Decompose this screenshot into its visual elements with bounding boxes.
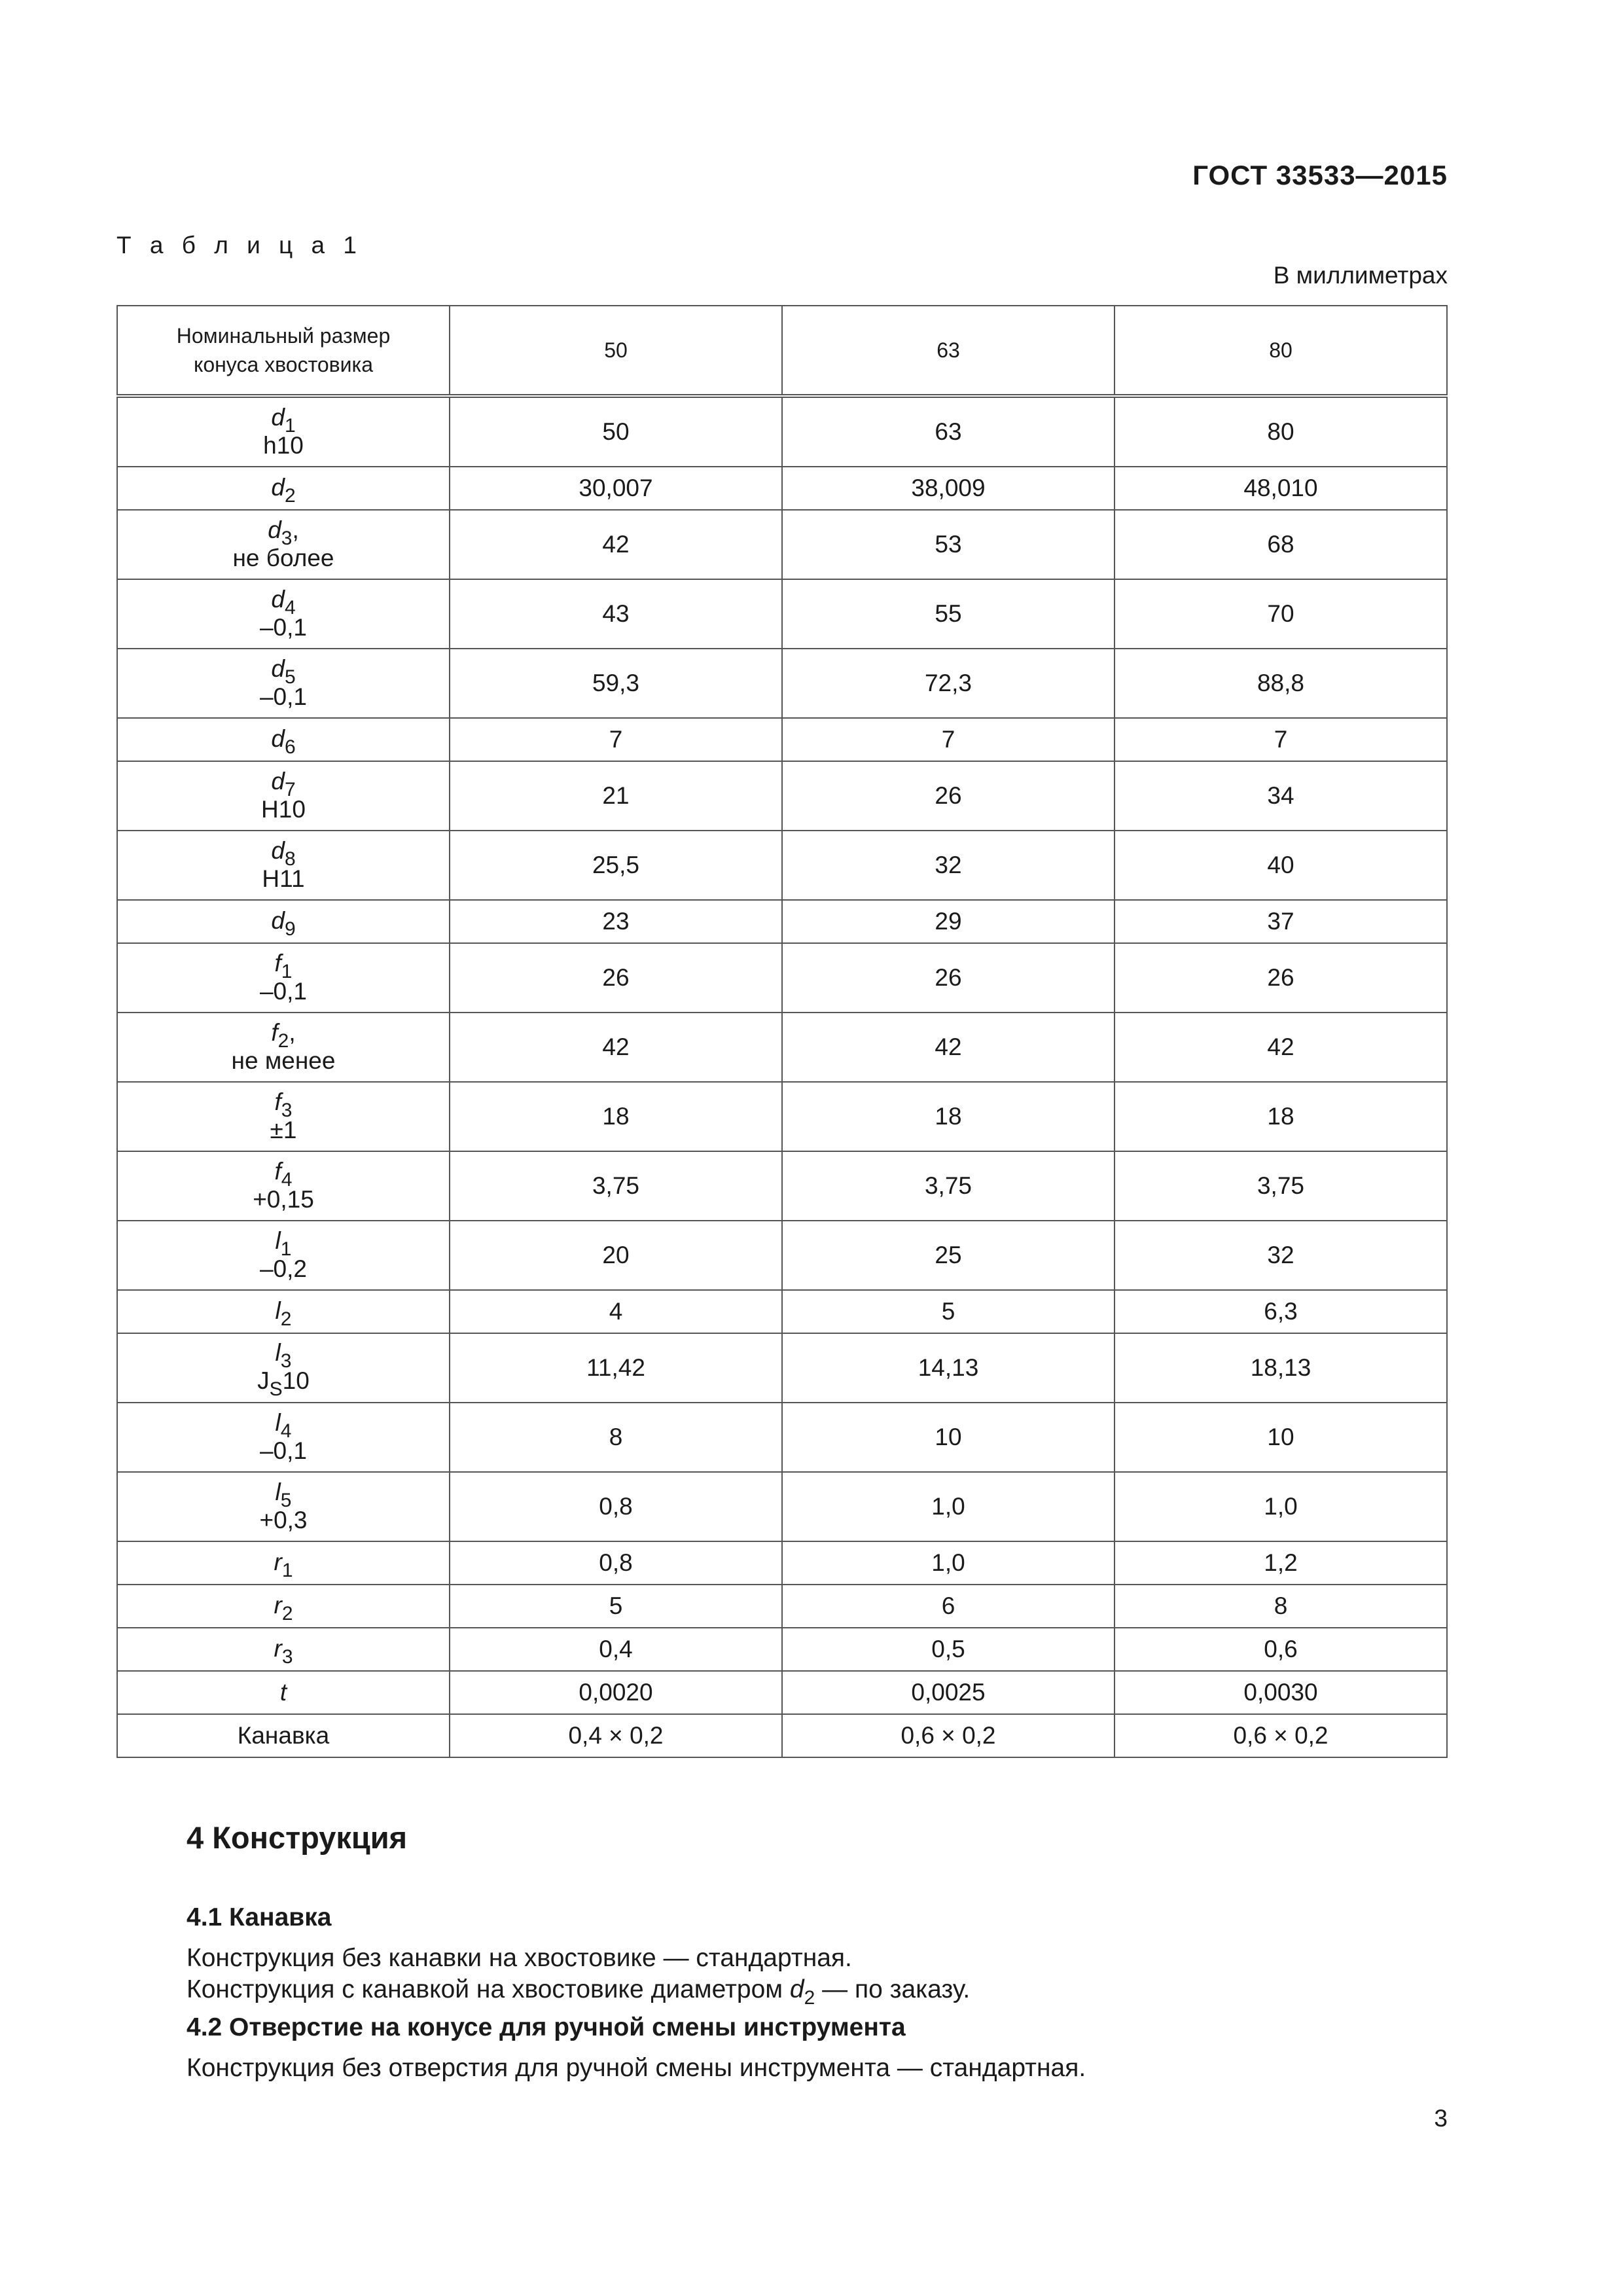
value-cell: 5 [450, 1585, 782, 1628]
value-cell: 0,0020 [450, 1671, 782, 1714]
header-size-cell: 50 [450, 306, 782, 396]
table-row [117, 396, 1447, 467]
parameter-symbol-line [261, 768, 306, 800]
parameter-symbol: r [274, 1592, 282, 1619]
parameter-cell [117, 1013, 450, 1082]
parameter-symbol: l [275, 1409, 281, 1436]
parameter-tolerance [270, 1117, 297, 1143]
value-cell: 0,4 × 0,2 [450, 1714, 782, 1757]
parameter-tolerance [262, 866, 304, 892]
paragraph-text: — по заказу. [815, 1975, 971, 2003]
parameter-symbol-line [232, 1019, 336, 1052]
table-row [117, 467, 1447, 510]
value-cell: 42 [782, 1013, 1115, 1082]
value-cell: 40 [1115, 831, 1447, 900]
parameter-label [271, 474, 296, 507]
parameter-tolerance [261, 797, 306, 823]
parameter-subscript: 2 [281, 1603, 293, 1624]
parameter-label [260, 1228, 307, 1282]
parameter-label [280, 1679, 287, 1706]
parameter-symbol-line [259, 1479, 307, 1511]
value-cell: 25,5 [450, 831, 782, 900]
parameter-label [271, 725, 296, 758]
value-cell: 25 [782, 1221, 1115, 1290]
parameter-tolerance [257, 1367, 310, 1400]
paragraph-text: Конструкция с канавкой на хвостовике диаметром [187, 1975, 790, 2003]
value-cell: 0,8 [450, 1472, 782, 1541]
parameter-tolerance [260, 684, 307, 710]
parameter-subscript: 3 [281, 528, 293, 549]
tolerance-text: H11 [262, 865, 305, 892]
value-cell: 7 [450, 718, 782, 761]
value-cell: 26 [1115, 943, 1447, 1013]
parameter-subscript: 2 [277, 1030, 289, 1052]
parameter-label [253, 1158, 314, 1213]
value-cell: 1,0 [782, 1472, 1115, 1541]
value-cell: 21 [450, 761, 782, 831]
parameter-symbol: d [271, 655, 285, 682]
value-cell: 48,010 [1115, 467, 1447, 510]
table-row [117, 761, 1447, 831]
parameter-cell [117, 1628, 450, 1671]
value-cell: 30,007 [450, 467, 782, 510]
table-row [117, 510, 1447, 579]
value-cell: 18 [450, 1082, 782, 1151]
standard-header: ГОСТ 33533—2015 [1192, 160, 1448, 190]
table-caption: Т а б л и ц а 1 [116, 232, 363, 259]
parameter-symbol-line [271, 907, 296, 940]
tolerance-text: h10 [263, 432, 304, 459]
value-cell: 55 [782, 579, 1115, 649]
parameter-subscript: 8 [284, 848, 296, 870]
parameter-tolerance [260, 615, 307, 641]
parameter-symbol: l [275, 1297, 281, 1324]
parameter-tolerance [253, 1187, 314, 1213]
parameter-symbol: t [279, 1679, 287, 1706]
value-cell: 88,8 [1115, 649, 1447, 718]
value-cell: 7 [1115, 718, 1447, 761]
value-cell: 0,0030 [1115, 1671, 1447, 1714]
table-row [117, 1333, 1447, 1403]
section-4-1-title: 4.1 Канавка [187, 1903, 332, 1931]
parameter-symbol: d [271, 474, 285, 501]
value-cell: 34 [1115, 761, 1447, 831]
value-cell: 10 [1115, 1403, 1447, 1472]
parameter-symbol-line [280, 1679, 287, 1706]
parameter-subscript: 1 [281, 1560, 293, 1581]
parameter-cell [117, 1221, 450, 1290]
parameter-symbol: l [275, 1227, 281, 1254]
paragraph-symbol-sub: 2 [804, 1987, 815, 2009]
parameter-subscript: 3 [281, 1100, 293, 1121]
spec-table [116, 305, 1448, 1758]
parameter-symbol: d [271, 768, 285, 795]
section-4-2-paragraph-1: Конструкция без отверстия для ручной смены инструмента — стандартная. [187, 2054, 1086, 2082]
parameter-label [275, 1297, 292, 1330]
parameter-symbol: d [271, 404, 285, 431]
parameter-subscript: 3 [280, 1350, 292, 1372]
parameter-cell [117, 900, 450, 943]
tolerance-text: –0,1 [259, 1437, 307, 1464]
parameter-symbol-line [274, 1592, 293, 1624]
table-body [117, 396, 1447, 1757]
parameter-symbol-line [260, 655, 307, 688]
value-cell: 0,0025 [782, 1671, 1115, 1714]
value-cell: 68 [1115, 510, 1447, 579]
table-row [117, 1628, 1447, 1671]
value-cell: 3,75 [450, 1151, 782, 1221]
tolerance-text: ±1 [270, 1117, 297, 1143]
parameter-cell [117, 1333, 450, 1403]
value-cell: 18 [782, 1082, 1115, 1151]
value-cell: 29 [782, 900, 1115, 943]
value-cell: 32 [782, 831, 1115, 900]
tolerance-text: H10 [261, 796, 306, 823]
value-cell: 1,0 [1115, 1472, 1447, 1541]
parameter-symbol-line [270, 1088, 297, 1121]
table-row [117, 649, 1447, 718]
parameter-symbol-line [253, 1158, 314, 1191]
parameter-symbol-line [233, 516, 334, 549]
tolerance-subscript: S [269, 1378, 283, 1400]
header-size-cell: 80 [1115, 306, 1447, 396]
parameter-subscript: 2 [280, 1308, 292, 1330]
value-cell: 0,4 [450, 1628, 782, 1671]
parameter-cell [117, 718, 450, 761]
parameter-cell [117, 761, 450, 831]
parameter-label [260, 586, 307, 641]
value-cell: 5 [782, 1290, 1115, 1333]
value-cell: 72,3 [782, 649, 1115, 718]
parameter-symbol: r [274, 1635, 282, 1662]
table-row [117, 1082, 1447, 1151]
table-row [117, 718, 1447, 761]
value-cell: 42 [450, 1013, 782, 1082]
parameter-cell [117, 1541, 450, 1585]
parameter-symbol-line [271, 474, 296, 507]
table-header-row [117, 306, 1447, 396]
value-cell: 11,42 [450, 1333, 782, 1403]
parameter-label [260, 656, 307, 710]
parameter-subscript: 4 [281, 1169, 293, 1191]
parameter-cell [117, 1671, 450, 1714]
table-row [117, 1290, 1447, 1333]
value-cell: 8 [450, 1403, 782, 1472]
tolerance-text: не менее [231, 1047, 336, 1074]
parameter-label [263, 404, 304, 459]
parameter-label [274, 1592, 293, 1624]
value-cell: 26 [782, 943, 1115, 1013]
parameter-tolerance [260, 978, 307, 1005]
parameter-symbol: f [274, 950, 281, 977]
parameter-cell [117, 649, 450, 718]
parameter-symbol: f [271, 1019, 278, 1046]
table-row [117, 1671, 1447, 1714]
value-cell: 4 [450, 1290, 782, 1333]
value-cell: 18 [1115, 1082, 1447, 1151]
parameter-label [259, 1479, 307, 1534]
value-cell: 10 [782, 1403, 1115, 1472]
table-row [117, 1585, 1447, 1628]
parameter-tolerance [260, 1438, 307, 1464]
parameter-label [274, 1549, 293, 1581]
tolerance-text: –0,1 [259, 683, 307, 710]
parameter-cell [117, 1403, 450, 1472]
parameter-label [238, 1723, 329, 1749]
value-cell: 0,5 [782, 1628, 1115, 1671]
parameter-tolerance [232, 1048, 336, 1074]
table-row [117, 1403, 1447, 1472]
parameter-label [262, 838, 304, 892]
parameter-label [270, 1089, 297, 1143]
table-row [117, 1714, 1447, 1757]
header-label-line: Номинальный размер [176, 324, 391, 348]
tolerance-text: –0,2 [259, 1255, 307, 1282]
value-cell: 53 [782, 510, 1115, 579]
value-cell: 3,75 [1115, 1151, 1447, 1221]
header-label-cell [117, 306, 450, 396]
parameter-cell [117, 943, 450, 1013]
page-number: 3 [1434, 2105, 1448, 2132]
parameter-symbol-line [274, 1549, 293, 1581]
parameter-symbol-line [260, 950, 307, 982]
parameter-symbol: l [275, 1479, 281, 1505]
table-row [117, 1151, 1447, 1221]
parameter-cell [117, 1290, 450, 1333]
parameter-symbol: l [275, 1339, 281, 1366]
parameter-cell [117, 1472, 450, 1541]
parameter-cell [117, 1585, 450, 1628]
parameter-label [233, 517, 334, 571]
table-units: В миллиметрах [1273, 262, 1448, 289]
parameter-label [261, 768, 306, 823]
parameter-cell [117, 510, 450, 579]
value-cell: 59,3 [450, 649, 782, 718]
value-cell: 6,3 [1115, 1290, 1447, 1333]
parameter-symbol: d [271, 907, 285, 934]
parameter-symbol: r [274, 1549, 282, 1575]
parameter-subscript: 5 [284, 666, 296, 688]
parameter-subscript: 1 [284, 415, 296, 437]
parameter-symbol-line [274, 1635, 293, 1668]
parameter-cell [117, 396, 450, 467]
parameter-subscript: 4 [284, 597, 296, 619]
tolerance-text: J [257, 1367, 270, 1394]
value-cell: 70 [1115, 579, 1447, 649]
table-row [117, 1472, 1447, 1541]
value-cell: 3,75 [782, 1151, 1115, 1221]
value-cell: 43 [450, 579, 782, 649]
tolerance-text: +0,3 [259, 1507, 308, 1534]
parameter-cell [117, 1151, 450, 1221]
parameter-subscript: 1 [280, 1238, 292, 1260]
parameter-symbol: d [271, 837, 285, 864]
parameter-symbol-line [275, 1297, 292, 1330]
value-cell: 0,6 × 0,2 [1115, 1714, 1447, 1757]
section-4-1-paragraph-2 [187, 1975, 971, 2009]
parameter-symbol: d [268, 516, 281, 543]
parameter-label [257, 1339, 310, 1400]
value-cell: 7 [782, 718, 1115, 761]
parameter-suffix: , [292, 516, 299, 543]
parameter-text: Канавка [237, 1722, 330, 1749]
parameter-symbol-line [257, 1339, 310, 1372]
parameter-subscript: 3 [281, 1646, 293, 1668]
tolerance-suffix: 10 [282, 1367, 310, 1394]
value-cell: 80 [1115, 396, 1447, 467]
table-row [117, 1541, 1447, 1585]
parameter-symbol-line [260, 1409, 307, 1442]
table-row [117, 943, 1447, 1013]
value-cell: 63 [782, 396, 1115, 467]
value-cell: 0,6 [1115, 1628, 1447, 1671]
header-label-line: конуса хвостовика [193, 353, 374, 376]
parameter-cell [117, 831, 450, 900]
parameter-symbol: f [274, 1088, 281, 1115]
value-cell: 6 [782, 1585, 1115, 1628]
parameter-label [232, 1020, 336, 1074]
value-cell: 23 [450, 900, 782, 943]
value-cell: 32 [1115, 1221, 1447, 1290]
parameter-subscript: 2 [284, 485, 296, 507]
section-4-1-paragraph-1: Конструкция без канавки на хвостовике — стандартная. [187, 1944, 852, 1972]
parameter-tolerance [260, 1256, 307, 1282]
parameter-tolerance [233, 545, 334, 571]
parameter-subscript: 5 [280, 1490, 292, 1511]
parameter-label [260, 950, 307, 1005]
parameter-symbol: d [271, 586, 285, 613]
table-row [117, 831, 1447, 900]
tolerance-text: не более [232, 545, 334, 571]
table-row [117, 1221, 1447, 1290]
value-cell: 42 [1115, 1013, 1447, 1082]
parameter-label [271, 907, 296, 940]
table-row [117, 900, 1447, 943]
parameter-tolerance [259, 1507, 307, 1534]
parameter-subscript: 6 [284, 736, 296, 758]
tolerance-text: –0,1 [259, 978, 307, 1005]
parameter-cell [117, 1714, 450, 1757]
parameter-symbol-line [263, 404, 304, 437]
parameter-subscript: 9 [284, 918, 296, 940]
parameter-subscript: 1 [281, 961, 293, 982]
value-cell: 20 [450, 1221, 782, 1290]
value-cell: 14,13 [782, 1333, 1115, 1403]
value-cell: 1,0 [782, 1541, 1115, 1585]
tolerance-text: –0,1 [259, 614, 307, 641]
header-size-cell: 63 [782, 306, 1115, 396]
parameter-label [260, 1410, 307, 1464]
section-4-title: 4 Конструкция [187, 1820, 408, 1855]
value-cell: 50 [450, 396, 782, 467]
value-cell: 38,009 [782, 467, 1115, 510]
table-row [117, 579, 1447, 649]
parameter-suffix: , [289, 1019, 296, 1046]
value-cell: 8 [1115, 1585, 1447, 1628]
parameter-symbol-line [260, 586, 307, 619]
parameter-cell [117, 467, 450, 510]
parameter-cell [117, 1082, 450, 1151]
parameter-symbol-line [271, 725, 296, 758]
parameter-tolerance [263, 433, 304, 459]
parameter-subscript: 4 [280, 1420, 292, 1442]
value-cell: 0,6 × 0,2 [782, 1714, 1115, 1757]
parameter-subscript: 7 [284, 779, 296, 800]
parameter-symbol-line [260, 1227, 307, 1260]
value-cell: 26 [450, 943, 782, 1013]
value-cell: 1,2 [1115, 1541, 1447, 1585]
value-cell: 0,8 [450, 1541, 782, 1585]
parameter-symbol: f [274, 1158, 281, 1185]
tolerance-text: +0,15 [253, 1186, 314, 1213]
value-cell: 26 [782, 761, 1115, 831]
value-cell: 37 [1115, 900, 1447, 943]
parameter-symbol: d [271, 725, 285, 752]
table-row [117, 1013, 1447, 1082]
parameter-label [274, 1635, 293, 1668]
paragraph-symbol: d [789, 1975, 804, 2003]
parameter-symbol-line [262, 837, 304, 870]
parameter-cell [117, 579, 450, 649]
value-cell: 18,13 [1115, 1333, 1447, 1403]
value-cell: 42 [450, 510, 782, 579]
section-4-2-title: 4.2 Отверстие на конусе для ручной смены инструмента [187, 2013, 906, 2041]
